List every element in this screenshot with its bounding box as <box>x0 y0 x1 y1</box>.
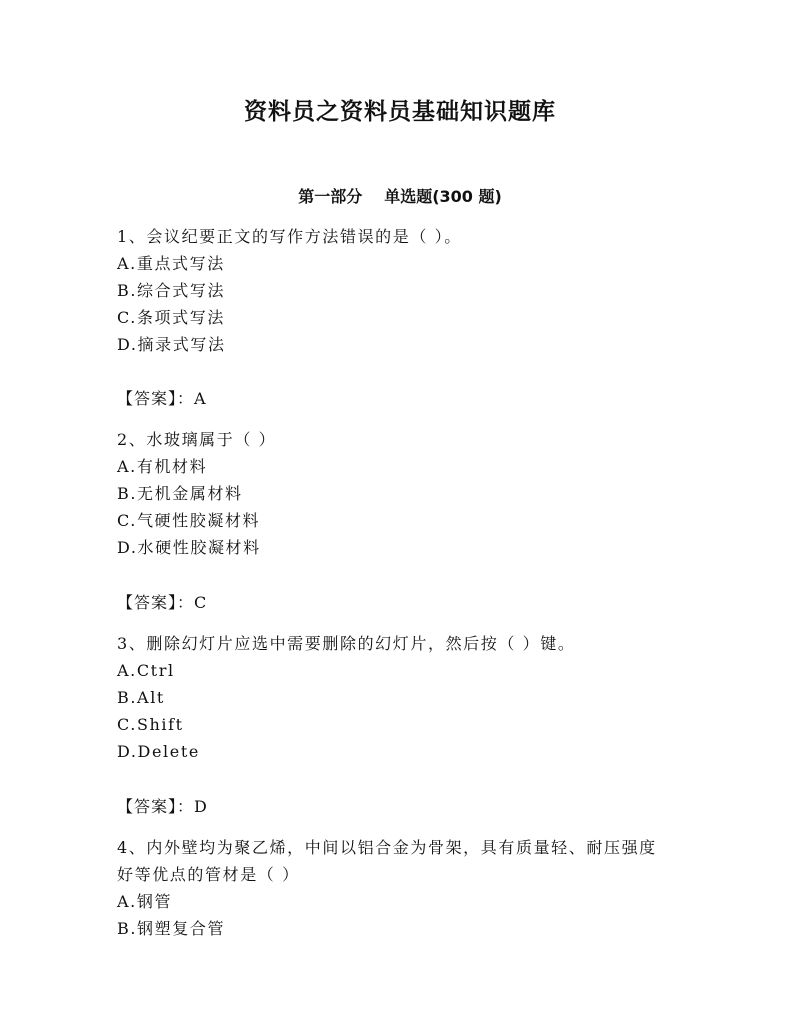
answer-line <box>117 796 208 818</box>
question-option: D.水硬性胶凝材料 <box>117 538 261 557</box>
section-name: 单选题(300 题) <box>384 187 502 206</box>
answer-line <box>117 388 207 410</box>
answer-label: 【答案】： <box>117 389 195 408</box>
question-option: B.Alt <box>117 688 165 707</box>
answer-value: A <box>194 389 207 408</box>
question-option: A.钢管 <box>117 892 173 911</box>
question-stem-continued: 好等优点的管材是（ ） <box>117 865 300 884</box>
question-option: B.钢塑复合管 <box>117 919 226 938</box>
question-option: C.条项式写法 <box>117 308 225 327</box>
question-option: C.Shift <box>117 715 184 734</box>
question-option: B.综合式写法 <box>117 281 226 300</box>
section-part: 第一部分 <box>298 187 363 206</box>
question-option: A.Ctrl <box>117 661 175 680</box>
question-stem: 3、删除幻灯片应选中需要删除的幻灯片，然后按（ ）键。 <box>117 634 576 653</box>
section-title <box>0 184 800 207</box>
question-option: C.气硬性胶凝材料 <box>117 511 261 530</box>
question-stem: 1、会议纪要正文的写作方法错误的是（ ）。 <box>117 227 462 246</box>
answer-line <box>117 592 207 614</box>
page-title: 资料员之资料员基础知识题库 <box>244 99 556 125</box>
answer-label: 【答案】： <box>117 593 195 612</box>
question-option: B.无机金属材料 <box>117 484 243 503</box>
question-option: A.重点式写法 <box>117 254 225 273</box>
answer-value: D <box>194 797 208 816</box>
question-stem: 4、内外壁均为聚乙烯，中间以铝合金为骨架，具有质量轻、耐压强度 <box>117 838 657 857</box>
question-stem: 2、水玻璃属于（ ） <box>117 430 277 449</box>
question-option: D.Delete <box>117 742 200 761</box>
question-option: D.摘录式写法 <box>117 335 226 354</box>
answer-value: C <box>194 593 208 612</box>
question-option: A.有机材料 <box>117 457 208 476</box>
answer-label: 【答案】： <box>117 797 195 816</box>
